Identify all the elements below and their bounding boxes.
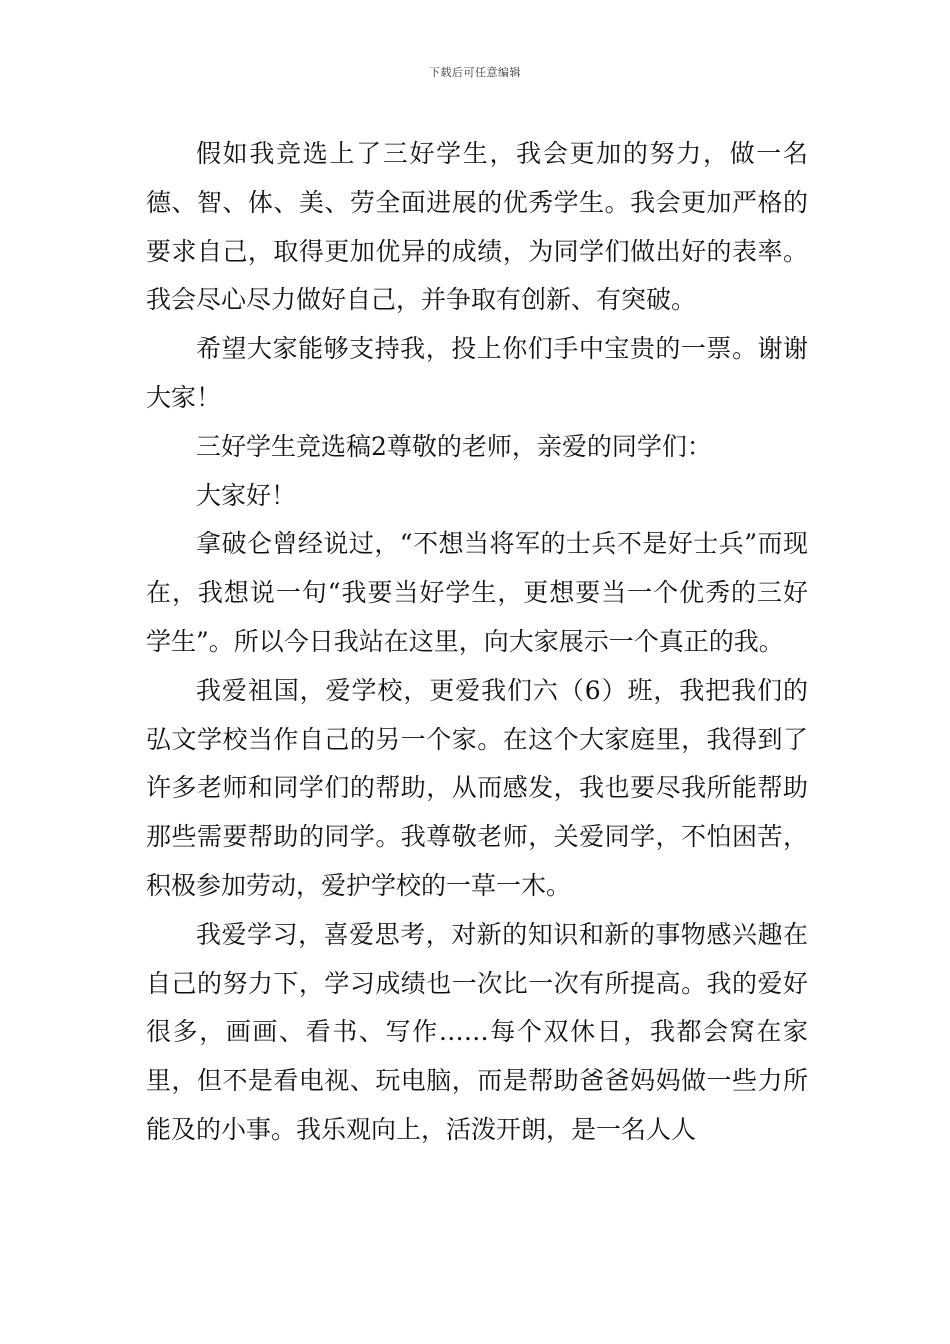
paragraph-1: 假如我竞选上了三好学生，我会更加的努力，做一名德、智、体、美、劳全面进展的优秀学生。我会更加严格的要求自己，取得更加优异的成绩，为同学们做出好的表率。我会尽心尽力做好自己，并争取有创新、有突破。 (146, 139, 808, 315)
paragraph-5: 拿破仑曾经说过，“不想当将军的士兵不是好士兵”而现在，我想说一句“我要当好学生，更想要当一个优秀的三好学生”。所以今日我站在这里，向大家展示一个真正的我。 (146, 529, 808, 656)
paragraph-7: 我爱学习，喜爱思考，对新的知识和新的事物感兴趣在自己的努力下，学习成绩也一次比一次有所提高。我的爱好很多，画画、看书、写作……每个双休日，我都会窝在家里，但不是看电视、玩电脑，而是帮助爸爸妈妈做一些力所能及的小事。我乐观向上，活泼开朗，是一名人人 (146, 919, 808, 1144)
paragraph-2: 希望大家能够支持我，投上你们手中宝贵的一票。谢谢大家！ (146, 334, 808, 412)
document-body (146, 130, 808, 1155)
paragraph-4: 大家好！ (196, 480, 297, 510)
paragraph-6: 我爱祖国，爱学校，更爱我们六（6）班，我把我们的弘文学校当作自己的另一个家。在这个大家庭里，我得到了许多老师和同学们的帮助，从而感发，我也要尽我所能帮助那些需要帮助的同学。我尊敬老师，关爱同学，不怕困苦，积极参加劳动，爱护学校的一草一木。 (146, 675, 808, 900)
paragraph-3: 三好学生竞选稿2尊敬的老师，亲爱的同学们： (196, 431, 712, 461)
page-header-note: 下载后可任意编辑 (429, 66, 521, 79)
